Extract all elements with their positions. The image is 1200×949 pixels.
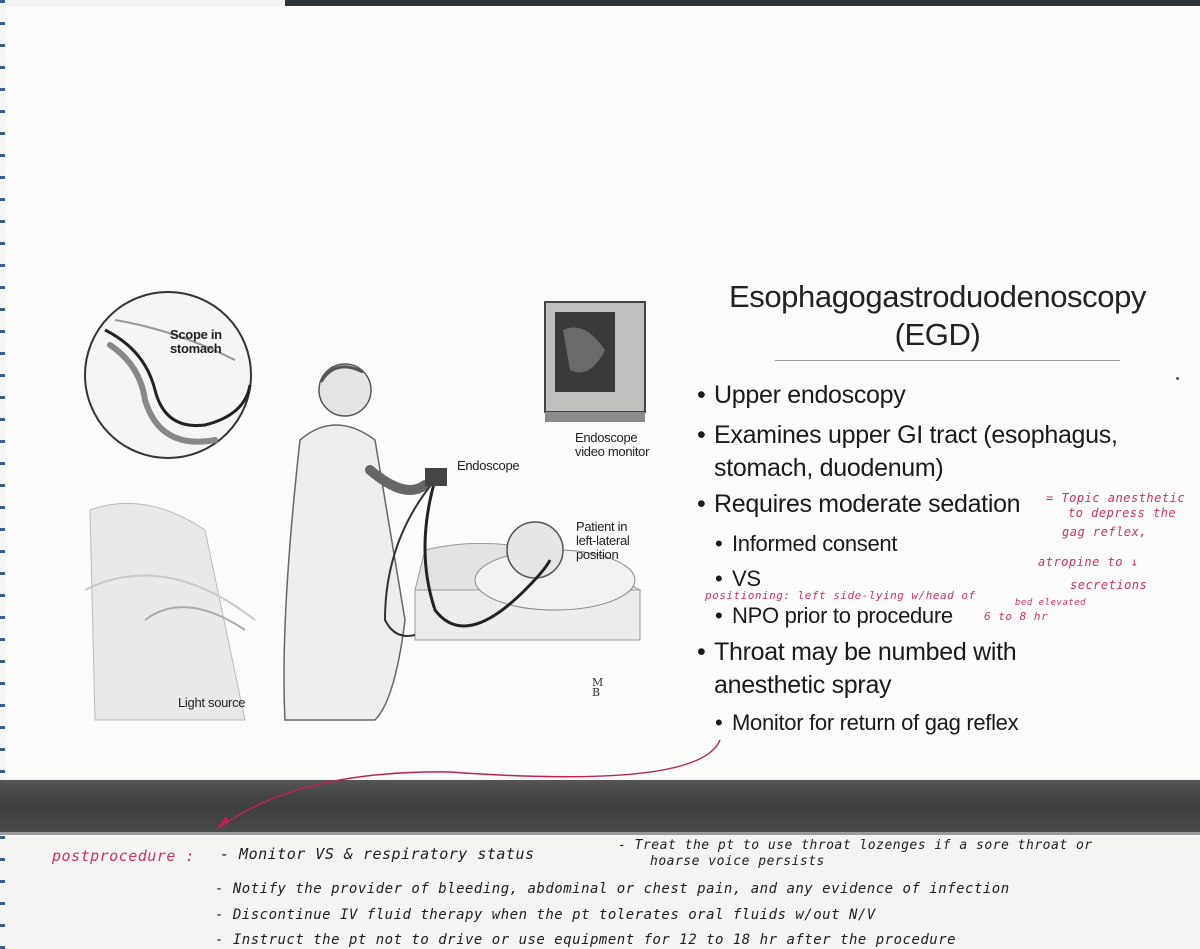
artist-mark: MB — [592, 676, 604, 699]
note-sedation-1: = Topic anesthetic — [1046, 491, 1186, 505]
note-sedation-4: atropine to ↓ — [1038, 555, 1139, 569]
label-scope-in-stomach: Scope in stomach — [170, 327, 222, 356]
label-patient-position: Patient in left-lateral position — [576, 519, 630, 562]
note-sedation-5: secretions — [1070, 578, 1148, 592]
bullet-examines — [697, 419, 1167, 485]
note-npo-hours: 6 to 8 hr — [984, 610, 1049, 623]
sub-bullet-consent — [715, 531, 1015, 557]
title-line-2: (EGD) — [894, 317, 981, 352]
label-video-monitor: Endoscope video monitor — [575, 430, 650, 459]
label-endoscope: Endoscope — [457, 458, 520, 473]
bullet-text: • Upper endoscopy — [714, 381, 906, 409]
bullet-upper-endoscopy — [697, 379, 1157, 412]
sub-bullet-text: • NPO prior to procedure — [732, 603, 953, 628]
bullet-text: • Requires moderate sedation — [714, 490, 1021, 518]
bullet-throat — [697, 636, 1117, 702]
note-sedation-3: gag reflex, — [1062, 525, 1147, 539]
note-positioning-2: bed elevated — [1015, 598, 1087, 608]
sub-bullet-text: • Monitor for return of gag reflex — [732, 710, 1019, 735]
title-line-1: Esophagogastroduodenoscopy — [728, 279, 1147, 314]
title-divider — [775, 360, 1120, 361]
sub-bullet-text: • VS — [732, 566, 761, 591]
separator-band — [0, 780, 1200, 832]
egd-illustration — [85, 290, 650, 730]
slide-title — [700, 278, 1175, 354]
post-item-4: - Discontinue IV fluid therapy when the pt tolerates oral fluids w/out N/V — [215, 907, 876, 923]
sub-bullet-gag-reflex — [715, 710, 1095, 736]
sub-bullet-text: • Informed consent — [732, 531, 898, 556]
bullet-sedation — [697, 488, 1057, 521]
post-item-2: - Treat the pt to use throat lozenges if a sore throat or — [618, 838, 1093, 853]
bullet-text: • Examines upper GI tract (esophagus, stomach, duodenum) — [714, 421, 1118, 482]
bullet-text: • Throat may be numbed with anesthetic spray — [714, 638, 1017, 699]
post-item-2b: hoarse voice persists — [650, 854, 825, 869]
post-item-1: - Monitor VS & respiratory status — [220, 845, 535, 863]
label-light-source: Light source — [178, 695, 246, 710]
post-item-3: - Notify the provider of bleeding, abdominal or chest pain, and any evidence of infection — [215, 881, 1010, 897]
illustration-drawing — [85, 290, 650, 730]
note-positioning: positioning: left side-lying w/head of — [705, 589, 976, 602]
postprocedure-label: postprocedure : — [52, 847, 195, 865]
note-sedation-2: to depress the — [1068, 506, 1177, 520]
post-item-5: - Instruct the pt not to drive or use equipment for 12 to 18 hr after the procedure — [215, 932, 957, 948]
stray-dot — [1176, 377, 1179, 380]
sub-bullet-npo — [715, 603, 1015, 629]
